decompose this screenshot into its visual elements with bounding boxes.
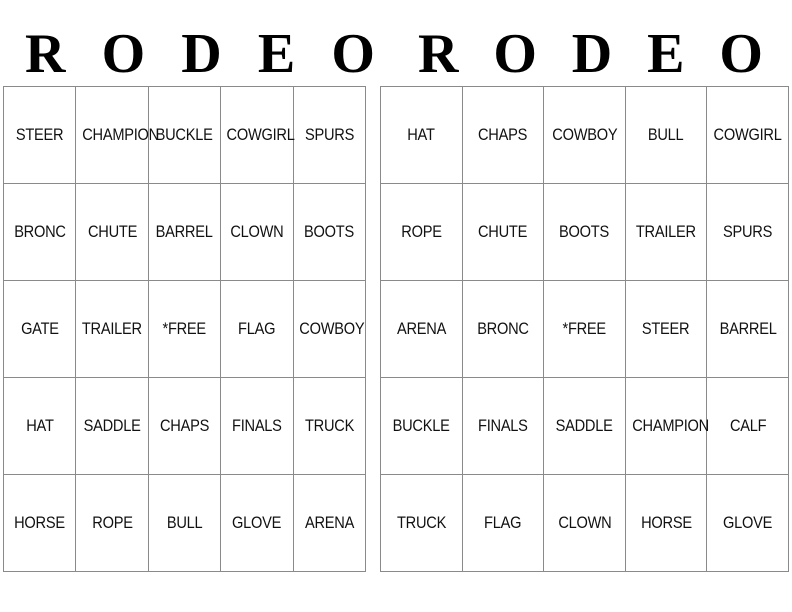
grid-cell: CHAMPION: [76, 87, 148, 184]
grid-cell: BOOTS: [293, 184, 365, 281]
title-letter: R: [25, 23, 66, 85]
grid-cell: CHAPS: [148, 378, 220, 475]
grid-cell: CHAPS: [462, 87, 544, 184]
grid-cell: GLOVE: [221, 475, 293, 572]
grid-cell: SADDLE: [544, 378, 626, 475]
grid-cell: HAT: [4, 378, 76, 475]
grid-cell: CHUTE: [462, 184, 544, 281]
grid-cell: GATE: [4, 281, 76, 378]
grid-cell: BOOTS: [544, 184, 626, 281]
grid-cell: CALF: [707, 378, 789, 475]
grid-row: [4, 378, 366, 475]
grid-row: [381, 475, 789, 572]
grid-cell: FLAG: [462, 475, 544, 572]
grid-cell: CLOWN: [221, 184, 293, 281]
title-letter: O: [101, 23, 146, 85]
grid-cell: BRONC: [462, 281, 544, 378]
grid-cell: STEER: [625, 281, 707, 378]
card-title: [3, 23, 375, 85]
grid-cell: BRONC: [4, 184, 76, 281]
free-cell: *FREE: [148, 281, 220, 378]
grid-cell: CLOWN: [544, 475, 626, 572]
grid-row: [381, 281, 789, 378]
grid-cell: SPURS: [707, 184, 789, 281]
grid-cell: COWGIRL: [221, 87, 293, 184]
grid-cell: COWBOY: [544, 87, 626, 184]
grid-cell: TRUCK: [293, 378, 365, 475]
bingo-grid: [3, 86, 366, 572]
title-letter: D: [181, 23, 222, 85]
grid-cell: GLOVE: [707, 475, 789, 572]
grid-cell: ARENA: [381, 281, 463, 378]
grid-cell: FINALS: [462, 378, 544, 475]
grid-row: [4, 475, 366, 572]
title-letter: O: [719, 23, 763, 85]
grid-cell: COWBOY: [293, 281, 365, 378]
grid-cell: HAT: [381, 87, 463, 184]
grid-cell: FINALS: [221, 378, 293, 475]
grid-cell: TRAILER: [76, 281, 148, 378]
grid-cell: ROPE: [76, 475, 148, 572]
grid-row: [4, 87, 366, 184]
grid-cell: HORSE: [4, 475, 76, 572]
free-cell: *FREE: [544, 281, 626, 378]
grid-cell: BULL: [148, 475, 220, 572]
grid-cell: CHUTE: [76, 184, 148, 281]
grid-row: [381, 184, 789, 281]
bingo-grid: [380, 86, 789, 572]
grid-cell: SADDLE: [76, 378, 148, 475]
title-letter: E: [647, 23, 685, 85]
grid-cell: BARREL: [707, 281, 789, 378]
grid-cell: COWGIRL: [707, 87, 789, 184]
title-letter: D: [571, 23, 613, 85]
grid-cell: ARENA: [293, 475, 365, 572]
grid-row: [381, 378, 789, 475]
grid-cell: BARREL: [148, 184, 220, 281]
title-letter: R: [418, 23, 459, 85]
card-title: [380, 23, 763, 85]
grid-cell: SPURS: [293, 87, 365, 184]
grid-row: [381, 87, 789, 184]
grid-row: [4, 281, 366, 378]
title-letter: O: [331, 23, 375, 85]
grid-cell: TRAILER: [625, 184, 707, 281]
grid-cell: BUCKLE: [148, 87, 220, 184]
grid-cell: TRUCK: [381, 475, 463, 572]
grid-cell: STEER: [4, 87, 76, 184]
title-letter: O: [493, 23, 537, 85]
title-letter: E: [257, 23, 296, 85]
grid-cell: CHAMPION: [625, 378, 707, 475]
grid-cell: BULL: [625, 87, 707, 184]
grid-cell: ROPE: [381, 184, 463, 281]
grid-cell: FLAG: [221, 281, 293, 378]
grid-cell: HORSE: [625, 475, 707, 572]
grid-cell: BUCKLE: [381, 378, 463, 475]
grid-row: [4, 184, 366, 281]
